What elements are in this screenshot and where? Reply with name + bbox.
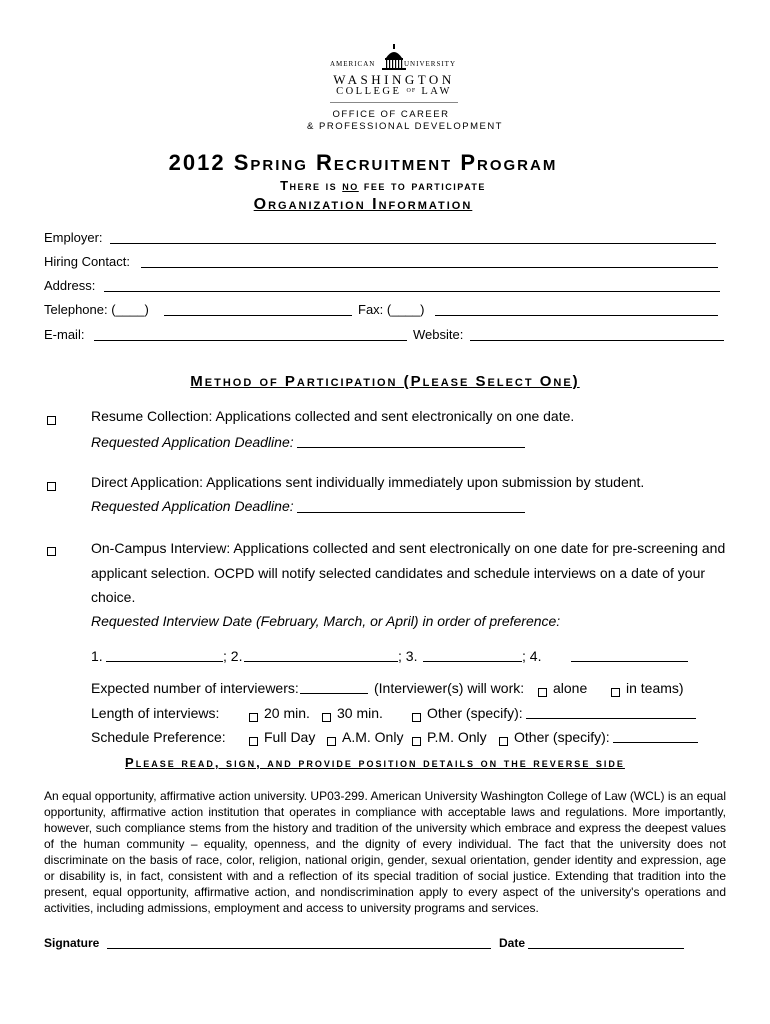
- am-only-checkbox[interactable]: [327, 733, 336, 751]
- schedule-other-label: Other (specify):: [514, 729, 610, 745]
- method-heading: Method of Participation (Please Select One): [190, 373, 580, 390]
- logo-washington: WASHINGTON: [333, 72, 455, 87]
- office-line1: OFFICE OF CAREER: [332, 109, 450, 120]
- org-info-heading: Organization Information: [253, 196, 473, 213]
- email-field[interactable]: [94, 340, 407, 341]
- telephone-field[interactable]: [164, 315, 352, 316]
- pref-2-field[interactable]: [244, 661, 398, 662]
- length-other-field[interactable]: [526, 718, 696, 719]
- 30-min-label: 30 min.: [337, 705, 383, 721]
- address-field[interactable]: [104, 291, 720, 292]
- signature-field[interactable]: [107, 948, 491, 949]
- page-title: 2012 Spring Recruitment Program: [168, 150, 558, 175]
- full-day-label: Full Day: [264, 729, 316, 745]
- signature-label: Signature: [44, 936, 100, 950]
- reverse-side-note: Please read, sign, and provide position details on the reverse side: [125, 755, 625, 770]
- schedule-other-field[interactable]: [613, 742, 698, 743]
- no-fee-note: There is no fee to participate: [280, 178, 486, 193]
- 20-min-label: 20 min.: [264, 705, 310, 721]
- on-campus-text-line3: choice.: [91, 589, 136, 605]
- pref-3-label: ; 3.: [398, 648, 418, 664]
- will-work-label: (Interviewer(s) will work:: [374, 680, 525, 696]
- on-campus-checkbox[interactable]: [47, 543, 56, 561]
- 30-min-checkbox[interactable]: [322, 709, 331, 727]
- on-campus-text-line2: applicant selection. OCPD will notify selected candidates and schedule interviews on a date of your: [91, 565, 706, 581]
- pm-only-checkbox[interactable]: [412, 733, 421, 751]
- resume-collection-checkbox[interactable]: [47, 412, 56, 430]
- resume-deadline-label: Requested Application Deadline:: [91, 434, 294, 450]
- fax-label: Fax: (____): [358, 302, 425, 317]
- direct-application-text: Direct Application: Applications sent individually immediately upon submission by student.: [91, 474, 645, 490]
- telephone-label: Telephone: (____): [44, 302, 149, 317]
- schedule-label: Schedule Preference:: [91, 729, 226, 745]
- resume-collection-text: Resume Collection: Applications collected and sent electronically on one date.: [91, 408, 575, 424]
- 20-min-checkbox[interactable]: [249, 709, 258, 727]
- on-campus-text-line1: On-Campus Interview: Applications collected and sent electronically on one date for pre-screening and: [91, 540, 726, 556]
- am-only-label: A.M. Only: [342, 729, 404, 745]
- eeo-statement: An equal opportunity, affirmative action university. UP03-299. American University Washington College of Law (WCL) is an equal opportunity, affirmative action institution that operates in compliance with acceptable laws and regulations. More importantly, however, such compliance stems from the history and tradition of the university which embrace and express the deepest values of the human community – equality, openness, and the dignity of every individual. The fact that the university does not discriminate on the basis of race, color, religion, national origin, gender, sexual orientation, gender identity and expression, age or disability is, in fact, consistent with and a reflection of its special tradition of social justice. Extending that tradition into the present, equal opportunity, affirmative action, and nondiscrimination apply to every aspect of the university's operations and activities, including admissions, employment and access to university programs and services.: [44, 789, 726, 915]
- expected-interviewers-label: Expected number of interviewers:: [91, 680, 299, 696]
- logo-american: AMERICAN: [330, 60, 376, 68]
- expected-interviewers-field[interactable]: [300, 693, 368, 694]
- alone-checkbox[interactable]: [538, 684, 547, 702]
- logo-divider: [330, 102, 458, 103]
- teams-checkbox[interactable]: [611, 684, 620, 702]
- schedule-other-checkbox[interactable]: [499, 733, 508, 751]
- employer-field[interactable]: [110, 243, 716, 244]
- interview-date-label: Requested Interview Date (February, March, or April) in order of preference:: [91, 613, 561, 629]
- website-field[interactable]: [470, 340, 724, 341]
- office-line2: & PROFESSIONAL DEVELOPMENT: [307, 121, 503, 132]
- direct-deadline-field[interactable]: [297, 512, 525, 513]
- fax-field[interactable]: [435, 315, 718, 316]
- alone-label: alone: [553, 680, 588, 696]
- hiring-contact-label: Hiring Contact:: [44, 254, 130, 269]
- pref-4-field[interactable]: [571, 661, 688, 662]
- length-label: Length of interviews:: [91, 705, 220, 721]
- length-other-label: Other (specify):: [427, 705, 523, 721]
- pref-2-label: ; 2.: [223, 648, 243, 664]
- pref-1-field[interactable]: [106, 661, 223, 662]
- pref-3-field[interactable]: [423, 661, 522, 662]
- date-field[interactable]: [528, 948, 684, 949]
- logo-university: UNIVERSITY: [404, 60, 456, 68]
- direct-deadline-label: Requested Application Deadline:: [91, 498, 294, 514]
- resume-deadline-field[interactable]: [297, 447, 525, 448]
- employer-label: Employer:: [44, 230, 103, 245]
- pm-only-label: P.M. Only: [427, 729, 487, 745]
- logo-college-of-law: COLLEGE OF LAW: [336, 86, 452, 97]
- date-label: Date: [499, 936, 526, 950]
- email-label: E-mail:: [44, 327, 85, 342]
- direct-application-checkbox[interactable]: [47, 478, 56, 496]
- full-day-checkbox[interactable]: [249, 733, 258, 751]
- length-other-checkbox[interactable]: [412, 709, 421, 727]
- pref-4-label: ; 4.: [522, 648, 542, 664]
- teams-label: in teams): [626, 680, 684, 696]
- address-label: Address:: [44, 278, 96, 293]
- hiring-contact-field[interactable]: [141, 267, 718, 268]
- website-label: Website:: [413, 327, 464, 342]
- pref-1-label: 1.: [91, 648, 103, 664]
